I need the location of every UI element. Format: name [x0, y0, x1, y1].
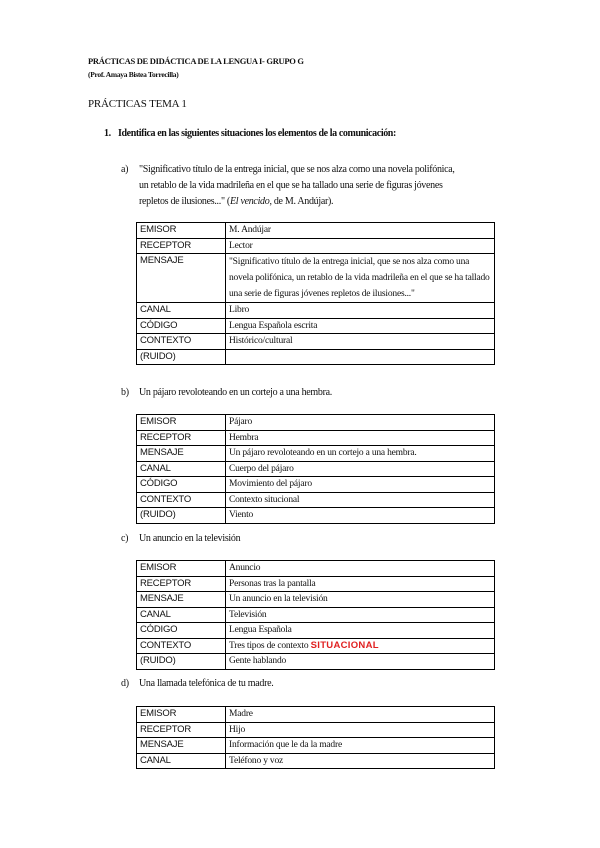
table-row [137, 722, 495, 738]
row-value: Libro [226, 303, 495, 319]
row-key: MENSAJE [137, 254, 226, 303]
table-row [137, 638, 495, 654]
row-key: CÓDIGO [137, 318, 226, 334]
book-title: El vencido [229, 196, 270, 207]
table-row [137, 592, 495, 608]
table-row [137, 461, 495, 477]
row-value: Lector [226, 238, 495, 254]
row-key: MENSAJE [137, 592, 226, 608]
professor-line: (Prof. Amaya Bistea Torrecilla) [88, 70, 179, 79]
row-value: Hijo [226, 722, 495, 738]
item-label: c) [121, 533, 129, 544]
item-text [139, 162, 519, 210]
table-row [137, 334, 495, 350]
item-text: Un anuncio en la televisión [139, 533, 241, 544]
table-row [137, 753, 495, 769]
row-value: "Significativo título de la entrega inicial, que se nos alza como una novela polifónica, un retablo de la vida madrileña en el que se ha tallado una serie de figuras jóvenes repletos de ilusiones..." [226, 254, 495, 303]
table-row [137, 238, 495, 254]
row-key: RECEPTOR [137, 722, 226, 738]
item-line [139, 194, 519, 210]
table-row [137, 707, 495, 723]
row-key: EMISOR [137, 223, 226, 239]
table-row [137, 492, 495, 508]
row-value: Madre [226, 707, 495, 723]
row-key: CONTEXTO [137, 638, 226, 654]
item-line: "Significativo título de la entrega inicial, que se nos alza como una novela polifónica, [139, 164, 455, 175]
question-1 [104, 128, 396, 139]
row-key: CANAL [137, 607, 226, 623]
table-row [137, 623, 495, 639]
row-value: Televisión [226, 607, 495, 623]
table-row [137, 654, 495, 670]
row-value: Pájaro [226, 415, 495, 431]
row-value: M. Andújar [226, 223, 495, 239]
question-text: Identifica en las siguientes situaciones los elementos de la comunicación: [118, 128, 396, 139]
row-key: MENSAJE [137, 446, 226, 462]
row-key: CANAL [137, 303, 226, 319]
table-row [137, 430, 495, 446]
table-row [137, 738, 495, 754]
row-key: CANAL [137, 461, 226, 477]
item-label: b) [121, 387, 129, 398]
row-key: CÓDIGO [137, 477, 226, 493]
item-line: un retablo de la vida madrileña en el que se ha tallado una serie de figuras jóvenes [139, 180, 443, 191]
row-key: RECEPTOR [137, 430, 226, 446]
table-item-a [136, 222, 495, 365]
table-row [137, 303, 495, 319]
row-value: Histórico/cultural [226, 334, 495, 350]
row-key: MENSAJE [137, 738, 226, 754]
table-row [137, 318, 495, 334]
row-value: Teléfono y voz [226, 753, 495, 769]
row-key: CONTEXTO [137, 492, 226, 508]
context-text: Tres tipos de contexto [229, 640, 309, 651]
row-value: Cuerpo del pájaro [226, 461, 495, 477]
question-number: 1. [104, 128, 111, 139]
table-row [137, 223, 495, 239]
table-row [137, 477, 495, 493]
row-key: CÓDIGO [137, 623, 226, 639]
item-line-pre: repletos de ilusiones..." ( [139, 196, 230, 207]
table-row [137, 254, 495, 303]
row-value: Lengua Española [226, 623, 495, 639]
item-line-post: , de M. Andújar). [269, 196, 334, 207]
row-key: EMISOR [137, 561, 226, 577]
row-key: CONTEXTO [137, 334, 226, 350]
table-row [137, 561, 495, 577]
row-key: (RUIDO) [137, 349, 226, 365]
row-key: RECEPTOR [137, 238, 226, 254]
item-text: Un pájaro revoloteando en un cortejo a una hembra. [139, 387, 332, 398]
row-value: Anuncio [226, 561, 495, 577]
table-item-b [136, 414, 495, 524]
row-value: Contexto situcional [226, 492, 495, 508]
table-item-d [136, 706, 495, 769]
row-key: (RUIDO) [137, 508, 226, 524]
row-value: Un pájaro revoloteando en un cortejo a una hembra. [226, 446, 495, 462]
table-row [137, 508, 495, 524]
row-value: Viento [226, 508, 495, 524]
row-value: Un anuncio en la televisión [226, 592, 495, 608]
table-row [137, 446, 495, 462]
row-key: (RUIDO) [137, 654, 226, 670]
table-row [137, 607, 495, 623]
row-value: Gente hablando [226, 654, 495, 670]
table-row [137, 349, 495, 365]
item-label: d) [121, 678, 129, 689]
table-item-c [136, 560, 495, 670]
row-key: EMISOR [137, 707, 226, 723]
row-key: CANAL [137, 753, 226, 769]
row-value [226, 638, 495, 654]
row-value: Movimiento del pájaro [226, 477, 495, 493]
table-row [137, 576, 495, 592]
row-value: Hembra [226, 430, 495, 446]
situacional-highlight: SITUACIONAL [310, 639, 379, 651]
row-value [226, 349, 495, 365]
row-key: RECEPTOR [137, 576, 226, 592]
row-key: EMISOR [137, 415, 226, 431]
item-label: a) [121, 164, 129, 175]
section-heading: PRÁCTICAS TEMA 1 [88, 98, 187, 110]
row-value: Información que le da la madre [226, 738, 495, 754]
row-value: Lengua Española escrita [226, 318, 495, 334]
row-value: Personas tras la pantalla [226, 576, 495, 592]
table-row [137, 415, 495, 431]
item-text: Una llamada telefónica de tu madre. [139, 678, 274, 689]
document-title: PRÁCTICAS DE DIDÁCTICA DE LA LENGUA I- GRUPO G [88, 56, 304, 66]
